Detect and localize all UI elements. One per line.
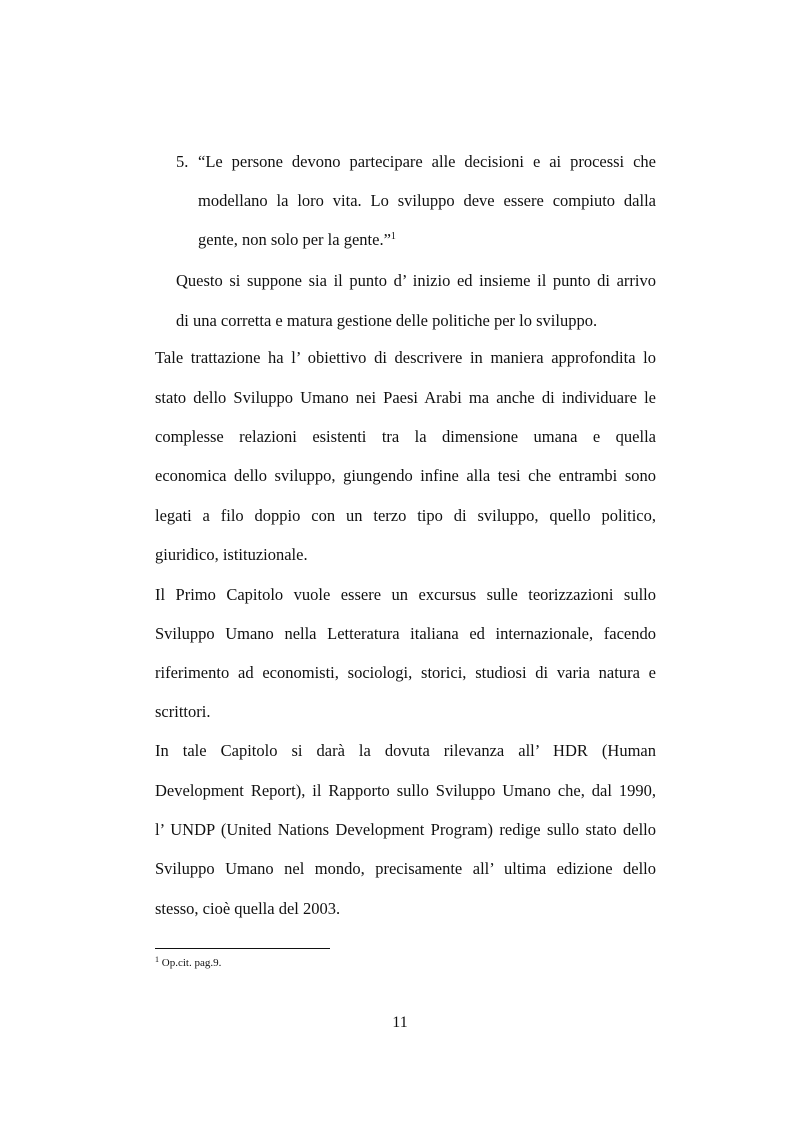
list-item-line-3-text: gente, non solo per la gente.” (198, 230, 391, 249)
paragraph-3-line-5: stesso, cioè quella del 2003. (155, 899, 341, 918)
indented-paragraph-line-1: Questo si suppone sia il punto d’ inizio ed insieme il punto di arrivo (176, 271, 656, 290)
list-item-line-3 (198, 230, 396, 250)
footnote-text: Op.cit. pag.9. (161, 957, 222, 969)
footnote (155, 956, 221, 970)
footnote-separator (155, 948, 330, 949)
paragraph-2-line-2: Sviluppo Umano nella Letteratura italiana ed internazionale, facendo (155, 624, 656, 643)
list-item-line-1: “Le persone devono partecipare alle decisioni e ai processi che (198, 152, 656, 171)
paragraph-2-line-4: scrittori. (155, 702, 211, 721)
paragraph-1-line-3: complesse relazioni esistenti tra la dimensione umana e quella (155, 427, 656, 446)
paragraph-3-line-3: l’ UNDP (United Nations Development Program) redige sullo stato dello (155, 820, 656, 839)
page-number: 11 (392, 1014, 408, 1031)
paragraph-3-line-2: Development Report), il Rapporto sullo Sviluppo Umano che, dal 1990, (155, 781, 656, 800)
footnote-reference: 1 (390, 231, 396, 242)
indented-paragraph-line-2: di una corretta e matura gestione delle politiche per lo sviluppo. (176, 311, 598, 330)
paragraph-1-line-2: stato dello Sviluppo Umano nei Paesi Arabi ma anche di individuare le (155, 388, 656, 407)
paragraph-1-line-4: economica dello sviluppo, giungendo infine alla tesi che entrambi sono (155, 466, 656, 485)
paragraph-1-line-5: legati a filo doppio con un terzo tipo di sviluppo, quello politico, (155, 506, 656, 525)
paragraph-2-line-3: riferimento ad economisti, sociologi, storici, studiosi di varia natura e (155, 663, 656, 682)
list-item-number: 5. (176, 152, 189, 171)
paragraph-1-line-1: Tale trattazione ha l’ obiettivo di descrivere in maniera approfondita lo (155, 348, 656, 367)
paragraph-2-line-1: Il Primo Capitolo vuole essere un excursus sulle teorizzazioni sullo (155, 585, 656, 604)
list-item-line-2: modellano la loro vita. Lo sviluppo deve essere compiuto dalla (198, 191, 656, 210)
footnote-number: 1 (155, 955, 159, 964)
paragraph-3-line-1: In tale Capitolo si darà la dovuta rilevanza all’ HDR (Human (155, 741, 656, 760)
paragraph-3-line-4: Sviluppo Umano nel mondo, precisamente all’ ultima edizione dello (155, 859, 656, 878)
paragraph-1-line-6: giuridico, istituzionale. (155, 545, 308, 564)
